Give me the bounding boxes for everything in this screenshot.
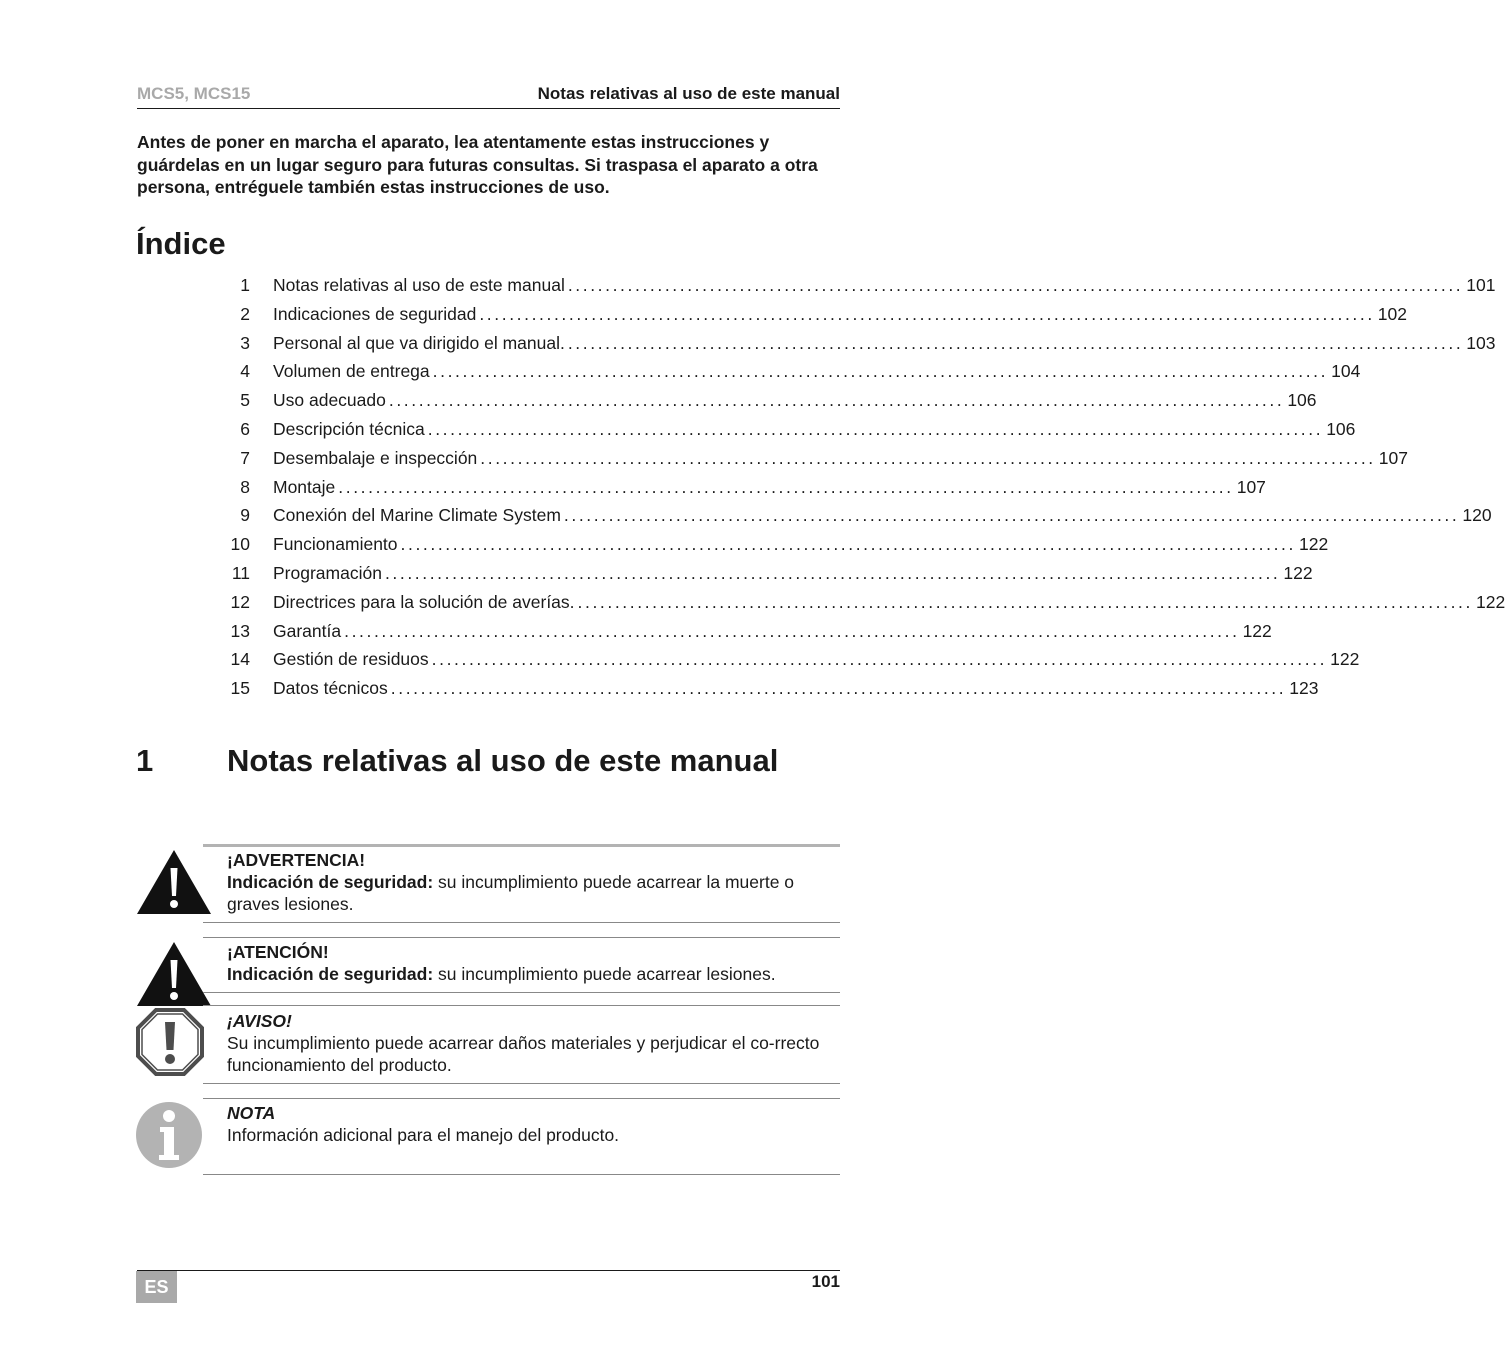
toc-entry-label: Indicaciones de seguridad — [273, 303, 477, 324]
note-heading: NOTA — [227, 1103, 276, 1123]
toc-entry-label: Datos técnicos — [273, 678, 388, 699]
toc-leader-dots: ........................................................................................................................ — [344, 620, 1240, 641]
warning-text: su incumplimiento puede acarrear la muerte o graves lesiones. — [227, 872, 795, 914]
toc-leader-dots: ........................................................................................................................ — [567, 275, 1464, 295]
toc-entry[interactable] — [224, 505, 1492, 534]
toc-entry[interactable] — [224, 275, 1496, 304]
toc-entry-label: Personal al que va dirigido el manual. — [273, 332, 565, 353]
toc-entry-page: 120 — [1462, 505, 1492, 526]
caution-top-rule — [203, 937, 840, 938]
caution-bottom-rule — [203, 992, 840, 993]
notice-heading: ¡AVISO! — [227, 1011, 292, 1031]
toc-entry-number: 2 — [240, 303, 250, 324]
toc-entry-page: 122 — [1242, 620, 1272, 641]
toc-entry[interactable] — [224, 390, 1317, 419]
caution-text: su incumplimiento puede acarrear lesiones. — [433, 964, 776, 984]
note-top-rule — [203, 1098, 840, 1099]
toc-leader-dots: ........................................................................................................................ — [479, 303, 1375, 324]
octagon-exclamation-icon — [135, 1007, 205, 1077]
toc-entry[interactable] — [224, 620, 1272, 650]
toc-entry-label: Desembalaje e inspección — [273, 447, 478, 468]
page-number: 101 — [811, 1272, 840, 1291]
caution-triangle-icon — [135, 940, 213, 1008]
toc-leader-dots: ........................................................................................................................ — [432, 361, 1329, 382]
toc-entry-number: 11 — [231, 562, 250, 583]
toc-entry-page: 106 — [1287, 390, 1317, 411]
notice-top-rule — [203, 1005, 840, 1006]
toc-entry-page: 104 — [1331, 361, 1361, 382]
toc-leader-dots: ........................................................................................................................ — [431, 649, 1328, 670]
caution-body — [227, 963, 839, 985]
header-section: Notas relativas al uso de este manual — [537, 84, 840, 103]
warning-triangle-icon — [135, 848, 213, 916]
toc-entry-page: 103 — [1466, 332, 1496, 353]
toc-entry-number: 8 — [240, 476, 250, 497]
toc-entry-number: 3 — [240, 332, 250, 353]
toc-leader-dots: ........................................................................................................................ — [577, 591, 1473, 612]
warning-body — [227, 871, 839, 915]
section-number: 1 — [136, 743, 154, 778]
toc-entry[interactable] — [224, 534, 1329, 563]
note-bottom-rule — [203, 1174, 840, 1175]
warning-top-rule — [203, 844, 840, 847]
toc-entry-number: 15 — [230, 678, 250, 699]
notice-notice — [227, 1010, 839, 1076]
toc-leader-dots: ........................................................................................................................ — [563, 505, 1460, 526]
toc-entry-page: 106 — [1326, 418, 1356, 439]
toc-entry[interactable] — [224, 476, 1266, 506]
toc-entry-label: Volumen de entrega — [273, 361, 430, 382]
toc-entry-page: 107 — [1236, 476, 1266, 497]
toc-entry-label: Gestión de residuos — [273, 649, 429, 670]
toc-list — [224, 275, 1505, 707]
toc-entry-label: Montaje — [273, 476, 336, 497]
toc-entry-number: 14 — [230, 649, 250, 670]
warning-label: Indicación de seguridad: — [227, 872, 434, 892]
toc-entry-page: 122 — [1330, 649, 1360, 670]
info-icon — [135, 1101, 203, 1169]
toc-entry-page: 122 — [1475, 591, 1505, 612]
toc-entry[interactable] — [224, 303, 1407, 333]
toc-entry[interactable] — [224, 562, 1313, 592]
caution-notice — [227, 941, 839, 985]
toc-leader-dots: ........................................................................................................................ — [567, 332, 1464, 353]
toc-entry[interactable] — [224, 447, 1408, 477]
toc-entry-label: Conexión del Marine Climate System — [273, 505, 561, 526]
warning-notice — [227, 849, 839, 915]
toc-entry-label: Programación — [273, 562, 382, 583]
toc-entry-number: 7 — [240, 447, 250, 468]
toc-entry[interactable] — [224, 332, 1496, 362]
toc-entry-page: 122 — [1283, 562, 1313, 583]
toc-entry-label: Funcionamiento — [273, 534, 398, 555]
toc-entry-page: 123 — [1289, 678, 1319, 699]
toc-leader-dots: ........................................................................................................................ — [390, 678, 1287, 699]
toc-entry-page: 102 — [1377, 303, 1407, 324]
warning-heading: ¡ADVERTENCIA! — [227, 850, 366, 870]
toc-entry-page: 101 — [1466, 275, 1496, 295]
footer-divider — [137, 1270, 840, 1271]
toc-entry-page: 122 — [1298, 534, 1329, 555]
toc-entry-number: 4 — [240, 361, 250, 382]
note-notice — [227, 1102, 839, 1146]
toc-entry-number: 13 — [230, 620, 250, 641]
toc-entry-label: Descripción técnica — [273, 418, 425, 439]
toc-leader-dots: ........................................................................................................................ — [480, 447, 1376, 468]
caution-label: Indicación de seguridad: — [227, 964, 434, 984]
toc-entry-number: 6 — [240, 418, 250, 439]
toc-entry-number: 9 — [240, 505, 250, 526]
toc-entry[interactable] — [224, 591, 1505, 621]
header-model: MCS5, MCS15 — [137, 84, 251, 103]
toc-entry-label: Uso adecuado — [273, 390, 386, 411]
toc-entry-number: 1 — [240, 275, 250, 295]
toc-entry-number: 12 — [230, 591, 250, 612]
toc-entry-label: Notas relativas al uso de este manual — [273, 275, 565, 295]
toc-leader-dots: ........................................................................................................................ — [384, 562, 1281, 583]
toc-entry[interactable] — [224, 361, 1361, 390]
toc-entry-label: Garantía — [273, 620, 342, 641]
caution-heading: ¡ATENCIÓN! — [227, 942, 329, 962]
warning-bottom-rule — [203, 922, 840, 923]
toc-leader-dots: ........................................................................................................................ — [400, 534, 1296, 555]
intro-paragraph: Antes de poner en marcha el aparato, lea atentamente estas instrucciones y guárdelas en un lugar seguro para futuras consultas. Si traspasa el aparato a otra persona, entréguele también estas instrucciones de uso. — [137, 132, 818, 197]
toc-entry-label: Directrices para la solución de averías. — [273, 591, 575, 612]
toc-leader-dots: ........................................................................................................................ — [427, 418, 1324, 439]
notice-text: Su incumplimiento puede acarrear daños materiales y perjudicar el co-rrecto funcionamiento del producto. — [227, 1033, 820, 1075]
toc-title: Índice — [136, 226, 226, 261]
toc-entry[interactable] — [224, 678, 1319, 707]
toc-entry-number: 10 — [230, 534, 250, 555]
section-title: Notas relativas al uso de este manual — [227, 743, 779, 778]
toc-leader-dots: ........................................................................................................................ — [388, 390, 1285, 411]
toc-leader-dots: ........................................................................................................................ — [338, 476, 1234, 497]
language-badge: ES — [136, 1271, 177, 1303]
toc-entry[interactable] — [224, 418, 1356, 448]
notice-bottom-rule — [203, 1083, 840, 1084]
note-text: Información adicional para el manejo del producto. — [227, 1125, 620, 1145]
toc-entry-page: 107 — [1378, 447, 1408, 468]
header-divider — [137, 108, 840, 109]
toc-entry-number: 5 — [240, 390, 250, 411]
toc-entry[interactable] — [224, 649, 1360, 678]
